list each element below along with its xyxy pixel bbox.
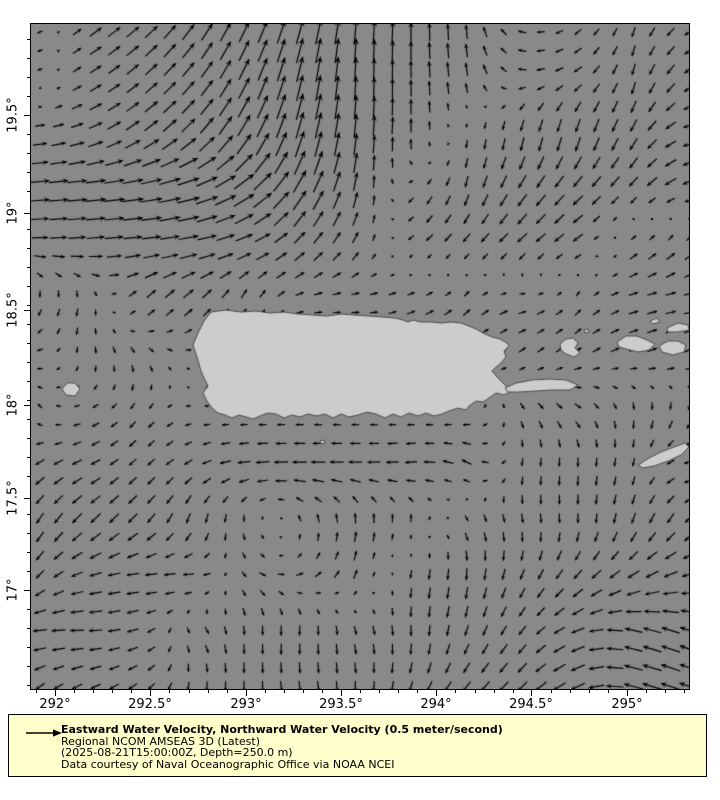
x-axis-minor-tick — [665, 690, 666, 693]
x-axis-minor-tick — [551, 690, 552, 693]
x-axis-minor-tick — [589, 690, 590, 693]
x-axis-minor-tick — [93, 690, 94, 693]
legend-line-courtesy: Data courtesy of Naval Oceanographic Office via NOAA NCEI — [61, 757, 395, 771]
x-axis-minor-tick — [36, 690, 37, 693]
legend-title: Eastward Water Velocity, Northward Water Velocity (0.5 meter/second) — [61, 723, 503, 736]
y-axis-minor-tick — [27, 96, 30, 97]
x-axis-major-tick — [341, 690, 342, 696]
y-axis-minor-tick — [27, 476, 30, 477]
legend-key-arrow-icon — [26, 727, 62, 739]
x-axis-minor-tick — [322, 690, 323, 693]
y-axis-tick-label: 17° — [5, 578, 21, 602]
y-axis-tick-label: 18.5° — [5, 292, 21, 328]
x-axis-minor-tick — [284, 690, 285, 693]
x-axis-minor-tick — [417, 690, 418, 693]
y-axis-minor-tick — [27, 267, 30, 268]
legend-line-model: Regional NCOM AMSEAS 3D (Latest) — [61, 734, 260, 748]
y-axis-minor-tick — [27, 39, 30, 40]
y-axis-minor-tick — [27, 514, 30, 515]
y-axis-minor-tick — [27, 172, 30, 173]
y-axis-minor-tick — [27, 628, 30, 629]
y-axis-minor-tick — [27, 286, 30, 287]
x-axis-minor-tick — [475, 690, 476, 693]
x-axis-tick-label: 293.5° — [319, 697, 363, 712]
x-axis-major-tick — [246, 690, 247, 696]
legend-line-time-depth: (2025-08-21T15:00:00Z, Depth=250.0 m) — [61, 746, 293, 760]
x-axis-minor-tick — [398, 690, 399, 693]
x-axis-minor-tick — [189, 690, 190, 693]
x-axis-minor-tick — [131, 690, 132, 693]
x-axis-minor-tick — [684, 690, 685, 693]
x-axis-minor-tick — [265, 690, 266, 693]
y-axis-minor-tick — [27, 419, 30, 420]
x-axis-major-tick — [436, 690, 437, 696]
y-axis-major-tick — [24, 498, 30, 499]
x-axis-minor-tick — [169, 690, 170, 693]
y-axis-minor-tick — [27, 400, 30, 401]
y-axis-major-tick — [24, 405, 30, 406]
x-axis-major-tick — [55, 690, 56, 696]
map-plot-area — [30, 23, 690, 690]
y-axis-tick-label: 19° — [5, 201, 21, 225]
y-axis-major-tick — [24, 213, 30, 214]
y-axis-minor-tick — [27, 77, 30, 78]
y-axis-minor-tick — [27, 305, 30, 306]
x-axis-minor-tick — [208, 690, 209, 693]
y-axis-minor-tick — [27, 248, 30, 249]
x-axis-minor-tick — [513, 690, 514, 693]
y-axis-minor-tick — [27, 362, 30, 363]
y-axis-minor-tick — [27, 381, 30, 382]
y-axis-minor-tick — [27, 438, 30, 439]
x-axis-minor-tick — [570, 690, 571, 693]
y-axis-minor-tick — [27, 191, 30, 192]
quiver-map-canvas — [31, 24, 689, 689]
y-axis-minor-tick — [27, 685, 30, 686]
x-axis-minor-tick — [112, 690, 113, 693]
x-axis-minor-tick — [227, 690, 228, 693]
x-axis-tick-label: 294° — [420, 697, 452, 712]
legend-text — [61, 724, 503, 770]
x-axis-minor-tick — [303, 690, 304, 693]
y-axis-minor-tick — [27, 153, 30, 154]
y-axis-major-tick — [24, 310, 30, 311]
y-axis-minor-tick — [27, 134, 30, 135]
x-axis-tick-label: 292° — [39, 697, 71, 712]
y-axis-minor-tick — [27, 229, 30, 230]
y-axis-tick-label: 17.5° — [5, 480, 21, 516]
y-axis-minor-tick — [27, 647, 30, 648]
y-axis-major-tick — [24, 590, 30, 591]
x-axis-tick-label: 292.5° — [128, 697, 172, 712]
x-axis-minor-tick — [608, 690, 609, 693]
x-axis-minor-tick — [74, 690, 75, 693]
legend-box — [8, 714, 707, 777]
x-axis-minor-tick — [494, 690, 495, 693]
y-axis-minor-tick — [27, 571, 30, 572]
x-axis-tick-label: 294.5° — [509, 697, 553, 712]
x-axis-minor-tick — [379, 690, 380, 693]
y-axis-minor-tick — [27, 324, 30, 325]
x-axis-minor-tick — [646, 690, 647, 693]
y-axis-tick-label: 18° — [5, 393, 21, 417]
x-axis-tick-label: 293° — [230, 697, 262, 712]
y-axis-major-tick — [24, 115, 30, 116]
y-axis-minor-tick — [27, 666, 30, 667]
y-axis-minor-tick — [27, 533, 30, 534]
x-axis-tick-label: 295° — [611, 697, 643, 712]
y-axis-tick-label: 19.5° — [5, 97, 21, 133]
y-axis-minor-tick — [27, 58, 30, 59]
y-axis-minor-tick — [27, 609, 30, 610]
y-axis-minor-tick — [27, 343, 30, 344]
x-axis-major-tick — [150, 690, 151, 696]
y-axis-minor-tick — [27, 552, 30, 553]
y-axis-minor-tick — [27, 457, 30, 458]
x-axis-minor-tick — [360, 690, 361, 693]
x-axis-minor-tick — [455, 690, 456, 693]
x-axis-major-tick — [627, 690, 628, 696]
x-axis-major-tick — [531, 690, 532, 696]
